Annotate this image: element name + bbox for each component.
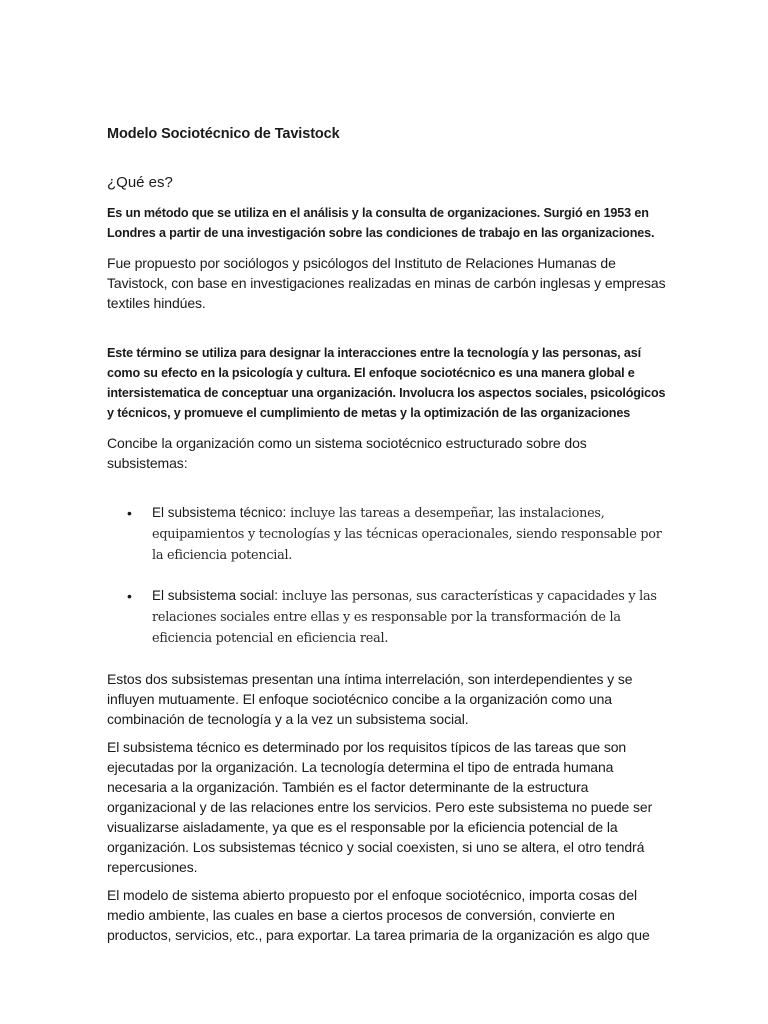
list-item-heading: El subsistema técnico:	[152, 505, 287, 520]
subsystems-list	[107, 503, 667, 649]
list-item-heading: El subsistema social:	[152, 588, 279, 603]
spacer	[107, 321, 667, 343]
list-item	[107, 503, 667, 566]
paragraph-concibe: Concibe la organización como un sistema sociotécnico estructurado sobre dos subsistemas:	[107, 435, 587, 471]
list-item-body: incluye las personas, sus características y capacidades y las relaciones sociales entre ellas y es responsable por la transformación de la eficiencia potencial en eficiencia real.	[152, 589, 657, 646]
section-question: ¿Qué es?	[107, 174, 173, 191]
list-item	[107, 586, 667, 649]
list-item-body: incluye las tareas a desempeñar, las instalaciones, equipamientos y tecnologías y las técnicas operacionales, siendo responsable por la eficiencia potencial.	[152, 506, 662, 563]
paragraph-estos: Estos dos subsistemas presentan una íntima interrelación, son interdependientes y se influyen mutuamente. El enfoque sociotécnico concibe a la organización como una combinación de tecnología y a la vez un subsistema social.	[107, 671, 633, 727]
bullet-icon: •	[127, 588, 132, 604]
paragraph-proposed: Fue propuesto por sociólogos y psicólogos del Instituto de Relaciones Humanas de Tavistock, con base en investigaciones realizadas en minas de carbón inglesas y empresas textiles hindúes.	[107, 255, 666, 311]
document-body	[107, 125, 667, 953]
bullet-icon: •	[127, 505, 132, 521]
paragraph-modelo: El modelo de sistema abierto propuesto por el enfoque sociotécnico, importa cosas del medio ambiente, las cuales en base a ciertos procesos de conversión, convierte en productos, servicios, etc., para exportar. La tarea primaria de la organización es algo que	[107, 887, 650, 943]
paragraph-term: Este término se utiliza para designar la interacciones entre la tecnología y las personas, así como su efecto en la psicología y cultura. El enfoque sociotécnico es una manera global e intersistematica de conceptuar una organización. Involucra los aspectos sociales, psicológicos y técnicos, y promueve el cumplimiento de metas y la optimización de las organizaciones	[107, 346, 666, 420]
spacer	[107, 481, 667, 503]
paragraph-intro: Es un método que se utiliza en el análisis y la consulta de organizaciones. Surgió en 1953 en Londres a partir de una investigación sobre las condiciones de trabajo en las organizaciones.	[107, 206, 655, 240]
paragraph-tecnico: El subsistema técnico es determinado por los requisitos típicos de las tareas que son ejecutadas por la organización. La tecnología determina el tipo de entrada humana necesaria a la organización. También es el factor determinante de la estructura organizacional y de las relaciones entre los servicios. Pero este subsistema no puede ser visualizarse aisladamente, ya que es el responsable por la eficiencia potencial de la organización. Los subsistemas técnico y social coexisten, si uno se altera, el otro tendrá repercusiones.	[107, 739, 653, 875]
document-title: Modelo Sociotécnico de Tavistock	[107, 126, 340, 142]
